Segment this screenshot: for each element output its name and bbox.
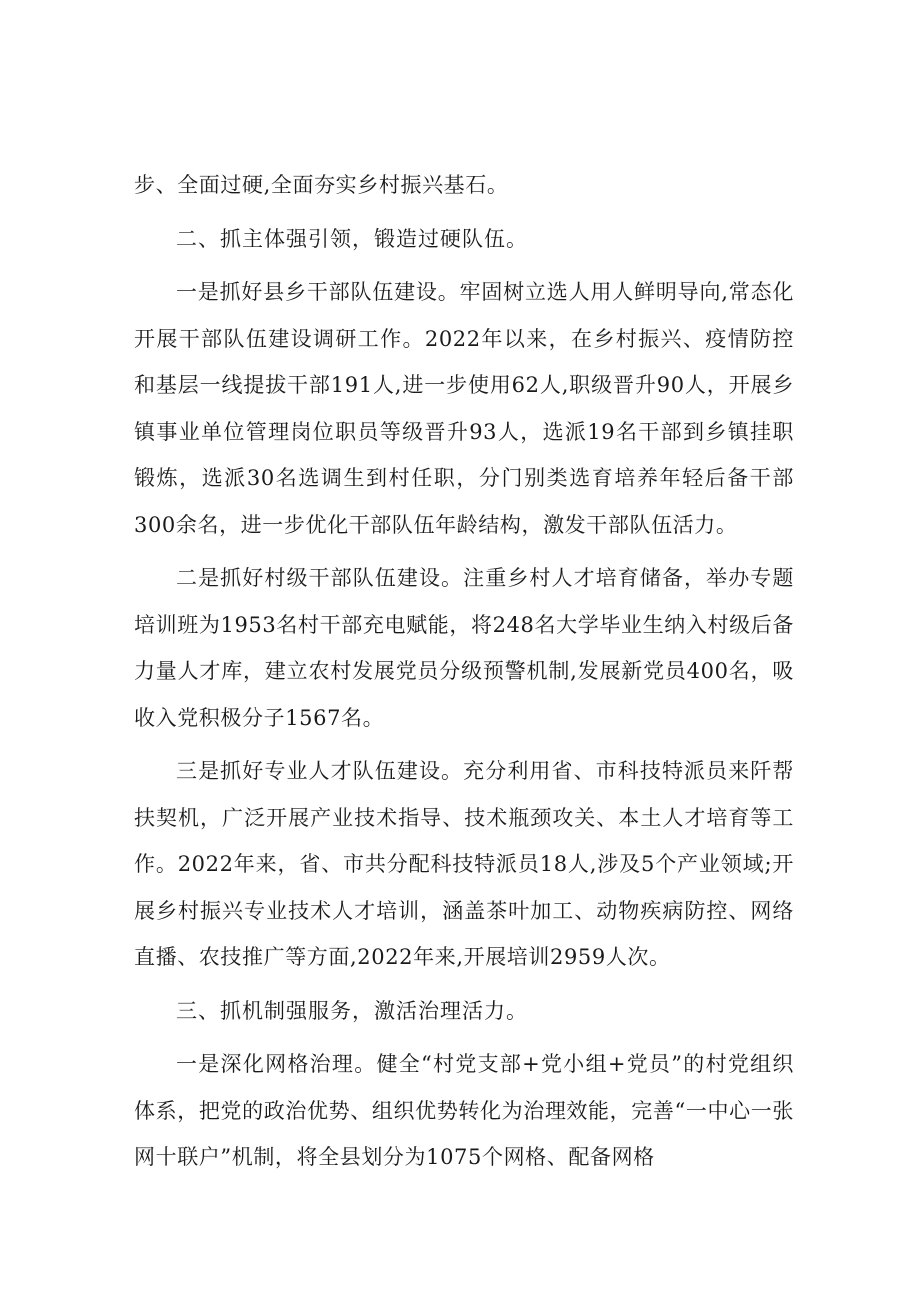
paragraph-continuation: 步、全面过硬,全面夯实乡村振兴基石。: [134, 173, 509, 197]
document-body: [134, 162, 794, 1188]
paragraph-grid-governance: 一是深化网格治理。健全“村党支部+党小组+党员”的村党组织体系，把党的政治优势、组织优势转化为治理效能，完善“一中心一张网十联户”机制，将全县划分为1075个网格、配备网格: [134, 1052, 794, 1169]
paragraph-professional-talent: 三是抓好专业人才队伍建设。充分利用省、市科技特派员来阡帮扶契机，广泛开展产业技术指导、技术瓶颈攻关、本土人才培育等工作。2022年来，省、市共分配科技特派员18人,涉及5个产业领域;开展乡村振兴专业技术人才培训，涵盖茶叶加工、动物疾病防控、网络直播、农技推广等方面,2022年来,开展培训2959人次。: [134, 759, 794, 969]
section-heading-three: 三、抓机制强服务，激活治理活力。: [176, 998, 528, 1023]
section-heading-two: 二、抓主体强引领，锻造过硬队伍。: [176, 226, 528, 251]
paragraph-village-cadres: 二是抓好村级干部队伍建设。注重乡村人才培育储备，举办专题培训班为1953名村干部充电赋能，将248名大学毕业生纳入村级后备力量人才库，建立农村发展党员分级预警机制,发展新党员400名，吸收入党积极分子1567名。: [134, 566, 794, 730]
paragraph-county-cadres: 一是抓好县乡干部队伍建设。牢固树立选人用人鲜明导向,常态化开展干部队伍建设调研工作。2022年以来，在乡村振兴、疫情防控和基层一线提拔干部191人,进一步使用62人,职级晋升90人，开展乡镇事业单位管理岗位职员等级晋升93人，选派19名干部到乡镇挂职锻炼，选派30名选调生到村任职，分门别类选育培养年轻后备干部300余名，进一步优化干部队伍年龄结构，激发干部队伍活力。: [134, 280, 794, 537]
